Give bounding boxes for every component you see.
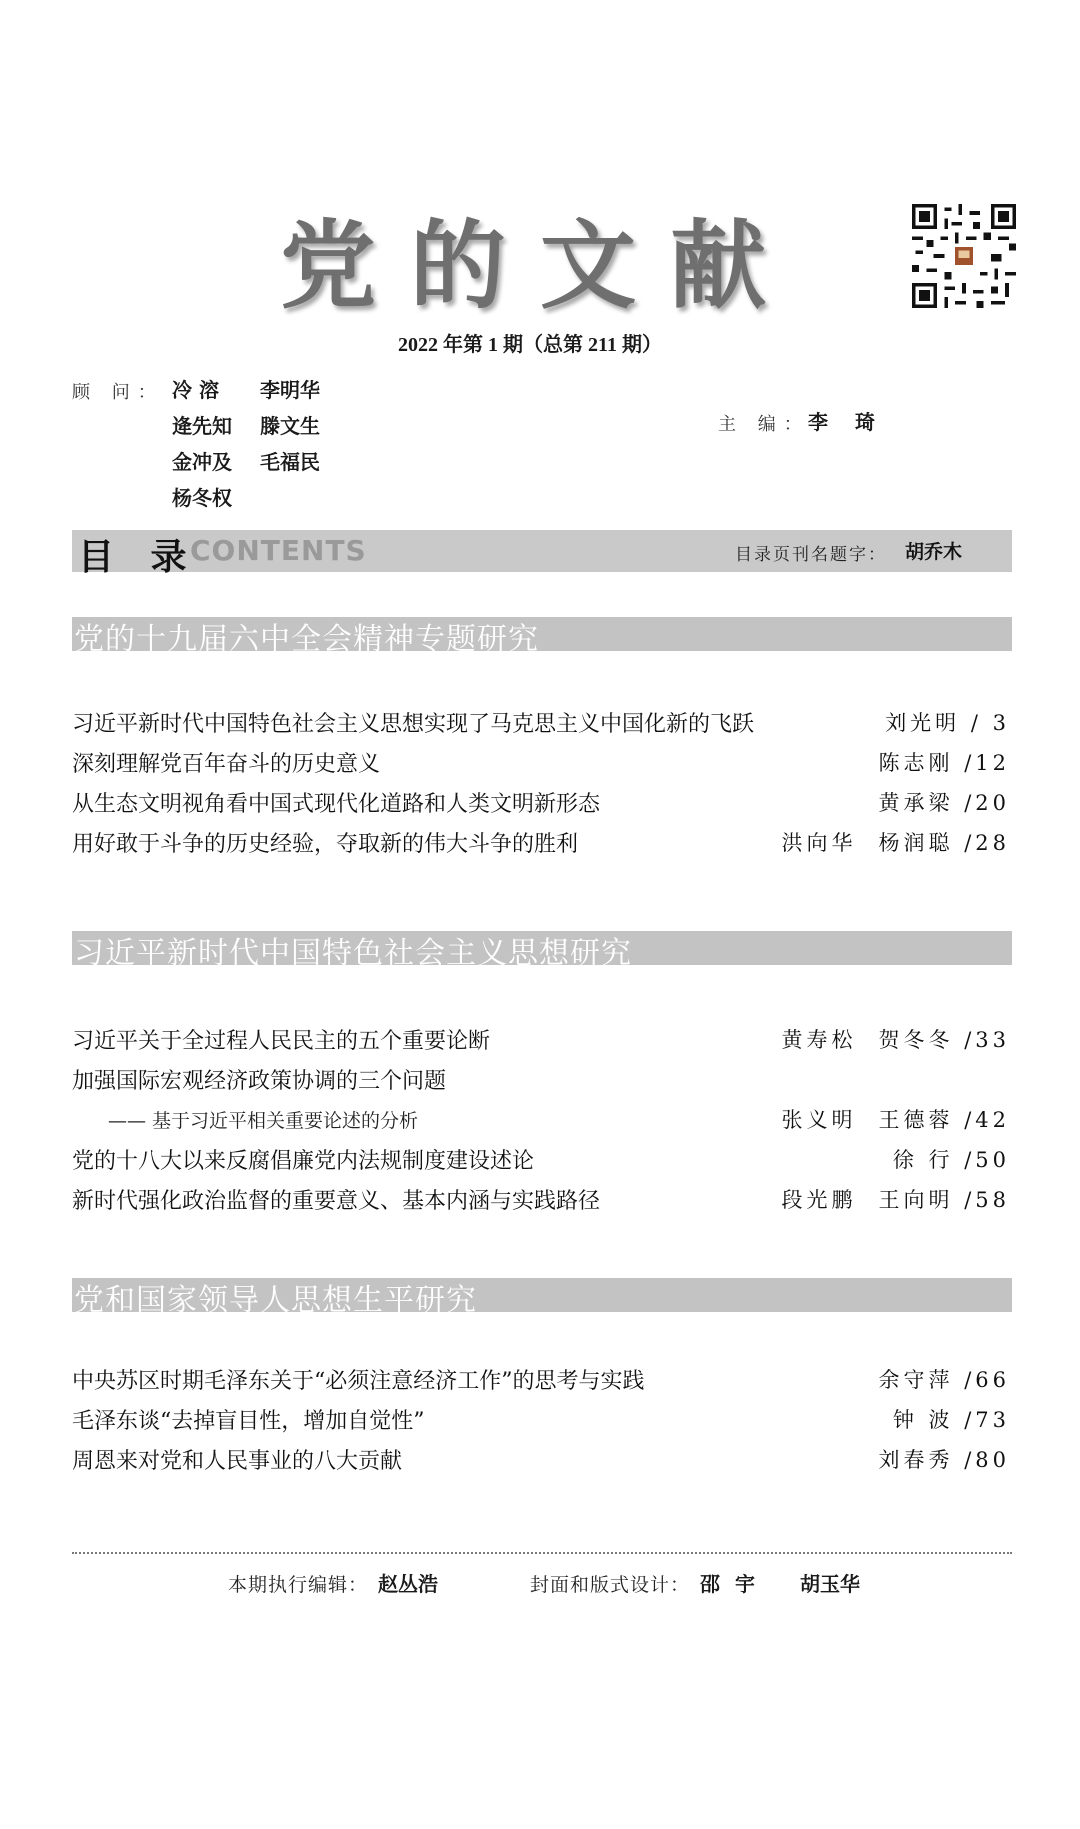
qr-code-icon <box>912 204 1016 308</box>
article-byline <box>857 787 1010 817</box>
article-title[interactable]: 周恩来对党和人民事业的八大贡献 <box>72 1449 403 1474</box>
section-title: 习近平新时代中国特色社会主义思想研究 <box>74 936 632 971</box>
designer-label: 封面和版式设计： <box>530 1574 691 1596</box>
advisor-name: 金冲及 <box>172 450 232 474</box>
article-title[interactable]: 习近平新时代中国特色社会主义思想实现了马克思主义中国化新的飞跃 <box>72 712 755 737</box>
article-title[interactable]: 深刻理解党百年奋斗的历史意义 <box>72 752 381 777</box>
article-subtitle: —— 基于习近平相关重要论述的分析 <box>108 1110 419 1132</box>
calligraphy-name: 胡乔木 <box>905 541 963 563</box>
article-page: / 3 <box>970 711 1010 735</box>
designer-name: 胡玉华 <box>800 1572 860 1596</box>
article-title[interactable]: 用好敢于斗争的历史经验，夺取新的伟大斗争的胜利 <box>72 832 579 857</box>
article-author: 黄寿松 <box>781 1028 857 1052</box>
article-page: /80 <box>964 1448 1010 1472</box>
article-title[interactable]: 党的十八大以来反腐倡廉党内法规制度建设述论 <box>72 1149 535 1174</box>
advisor-list <box>172 374 372 511</box>
article-byline <box>782 1024 1010 1054</box>
article-author: 杨润聪 <box>878 831 954 855</box>
footer-divider <box>72 1552 1012 1554</box>
article-title[interactable]: 新时代强化政治监督的重要意义、基本内涵与实践路径 <box>72 1189 601 1214</box>
article-page: /12 <box>964 751 1010 775</box>
exec-editor-name: 赵丛浩 <box>378 1572 438 1596</box>
article-author: 陈志刚 <box>878 751 954 775</box>
article-page: /20 <box>964 791 1010 815</box>
advisor-name: 毛福民 <box>260 450 320 474</box>
article-author: 张义明 <box>781 1108 857 1132</box>
advisor-name: 冷 溶 <box>172 378 219 402</box>
advisor-name: 杨冬权 <box>172 486 232 510</box>
article-author: 钟 波 <box>892 1408 954 1432</box>
article-author: 王德蓉 <box>878 1108 954 1132</box>
article-author: 段光鹏 <box>781 1188 857 1212</box>
article-byline <box>871 1404 1010 1434</box>
advisor-name: 滕文生 <box>260 414 320 438</box>
issue-number: 2022 年第 1 期（总第 211 期） <box>398 334 662 356</box>
calligraphy-label: 目录页刊名题字： <box>735 545 887 565</box>
editor-name: 李 琦 <box>808 410 885 434</box>
article-author: 黄承梁 <box>878 791 954 815</box>
article-byline <box>863 707 1010 737</box>
article-title[interactable]: 毛泽东谈“去掉盲目性，增加自觉性” <box>72 1409 425 1434</box>
article-page: /42 <box>964 1108 1010 1132</box>
section-title: 党的十九届六中全会精神专题研究 <box>74 622 539 657</box>
advisor-name: 逄先知 <box>172 414 232 438</box>
designer-name: 邵 宇 <box>700 1572 759 1596</box>
article-title[interactable]: 习近平关于全过程人民民主的五个重要论断 <box>72 1029 491 1054</box>
article-page: /58 <box>964 1188 1010 1212</box>
contents-english: CONTENTS <box>190 534 367 567</box>
article-byline <box>857 1444 1010 1474</box>
article-author: 王向明 <box>878 1188 954 1212</box>
article-author: 徐 行 <box>892 1148 954 1172</box>
article-title[interactable]: 中央苏区时期毛泽东关于“必须注意经济工作”的思考与实践 <box>72 1369 645 1394</box>
article-page: /28 <box>964 831 1010 855</box>
article-byline <box>857 747 1010 777</box>
article-byline <box>871 1144 1010 1174</box>
article-byline <box>782 827 1010 857</box>
article-byline <box>857 1364 1010 1394</box>
article-title[interactable]: 加强国际宏观经济政策协调的三个问题 <box>72 1069 447 1094</box>
article-page: /33 <box>964 1028 1010 1052</box>
article-author: 洪向华 <box>781 831 857 855</box>
article-page: /50 <box>964 1148 1010 1172</box>
article-author: 刘春秀 <box>878 1448 954 1472</box>
exec-editor-label: 本期执行编辑： <box>228 1574 369 1596</box>
advisor-label: 顾 问： <box>72 382 164 403</box>
article-author: 余守萍 <box>878 1368 954 1392</box>
journal-title: 党的文献 <box>280 209 800 322</box>
article-author: 贺冬冬 <box>878 1028 954 1052</box>
contents-title: 目 录 <box>78 537 199 578</box>
section-title: 党和国家领导人思想生平研究 <box>74 1283 477 1318</box>
advisor-name: 李明华 <box>260 378 320 402</box>
article-author: 刘光明 <box>885 711 961 735</box>
article-page: /66 <box>964 1368 1010 1392</box>
article-byline <box>782 1104 1010 1134</box>
editor-label: 主 编： <box>718 414 810 435</box>
article-title[interactable]: 从生态文明视角看中国式现代化道路和人类文明新形态 <box>72 792 601 817</box>
article-page: /73 <box>964 1408 1010 1432</box>
article-byline <box>782 1184 1010 1214</box>
